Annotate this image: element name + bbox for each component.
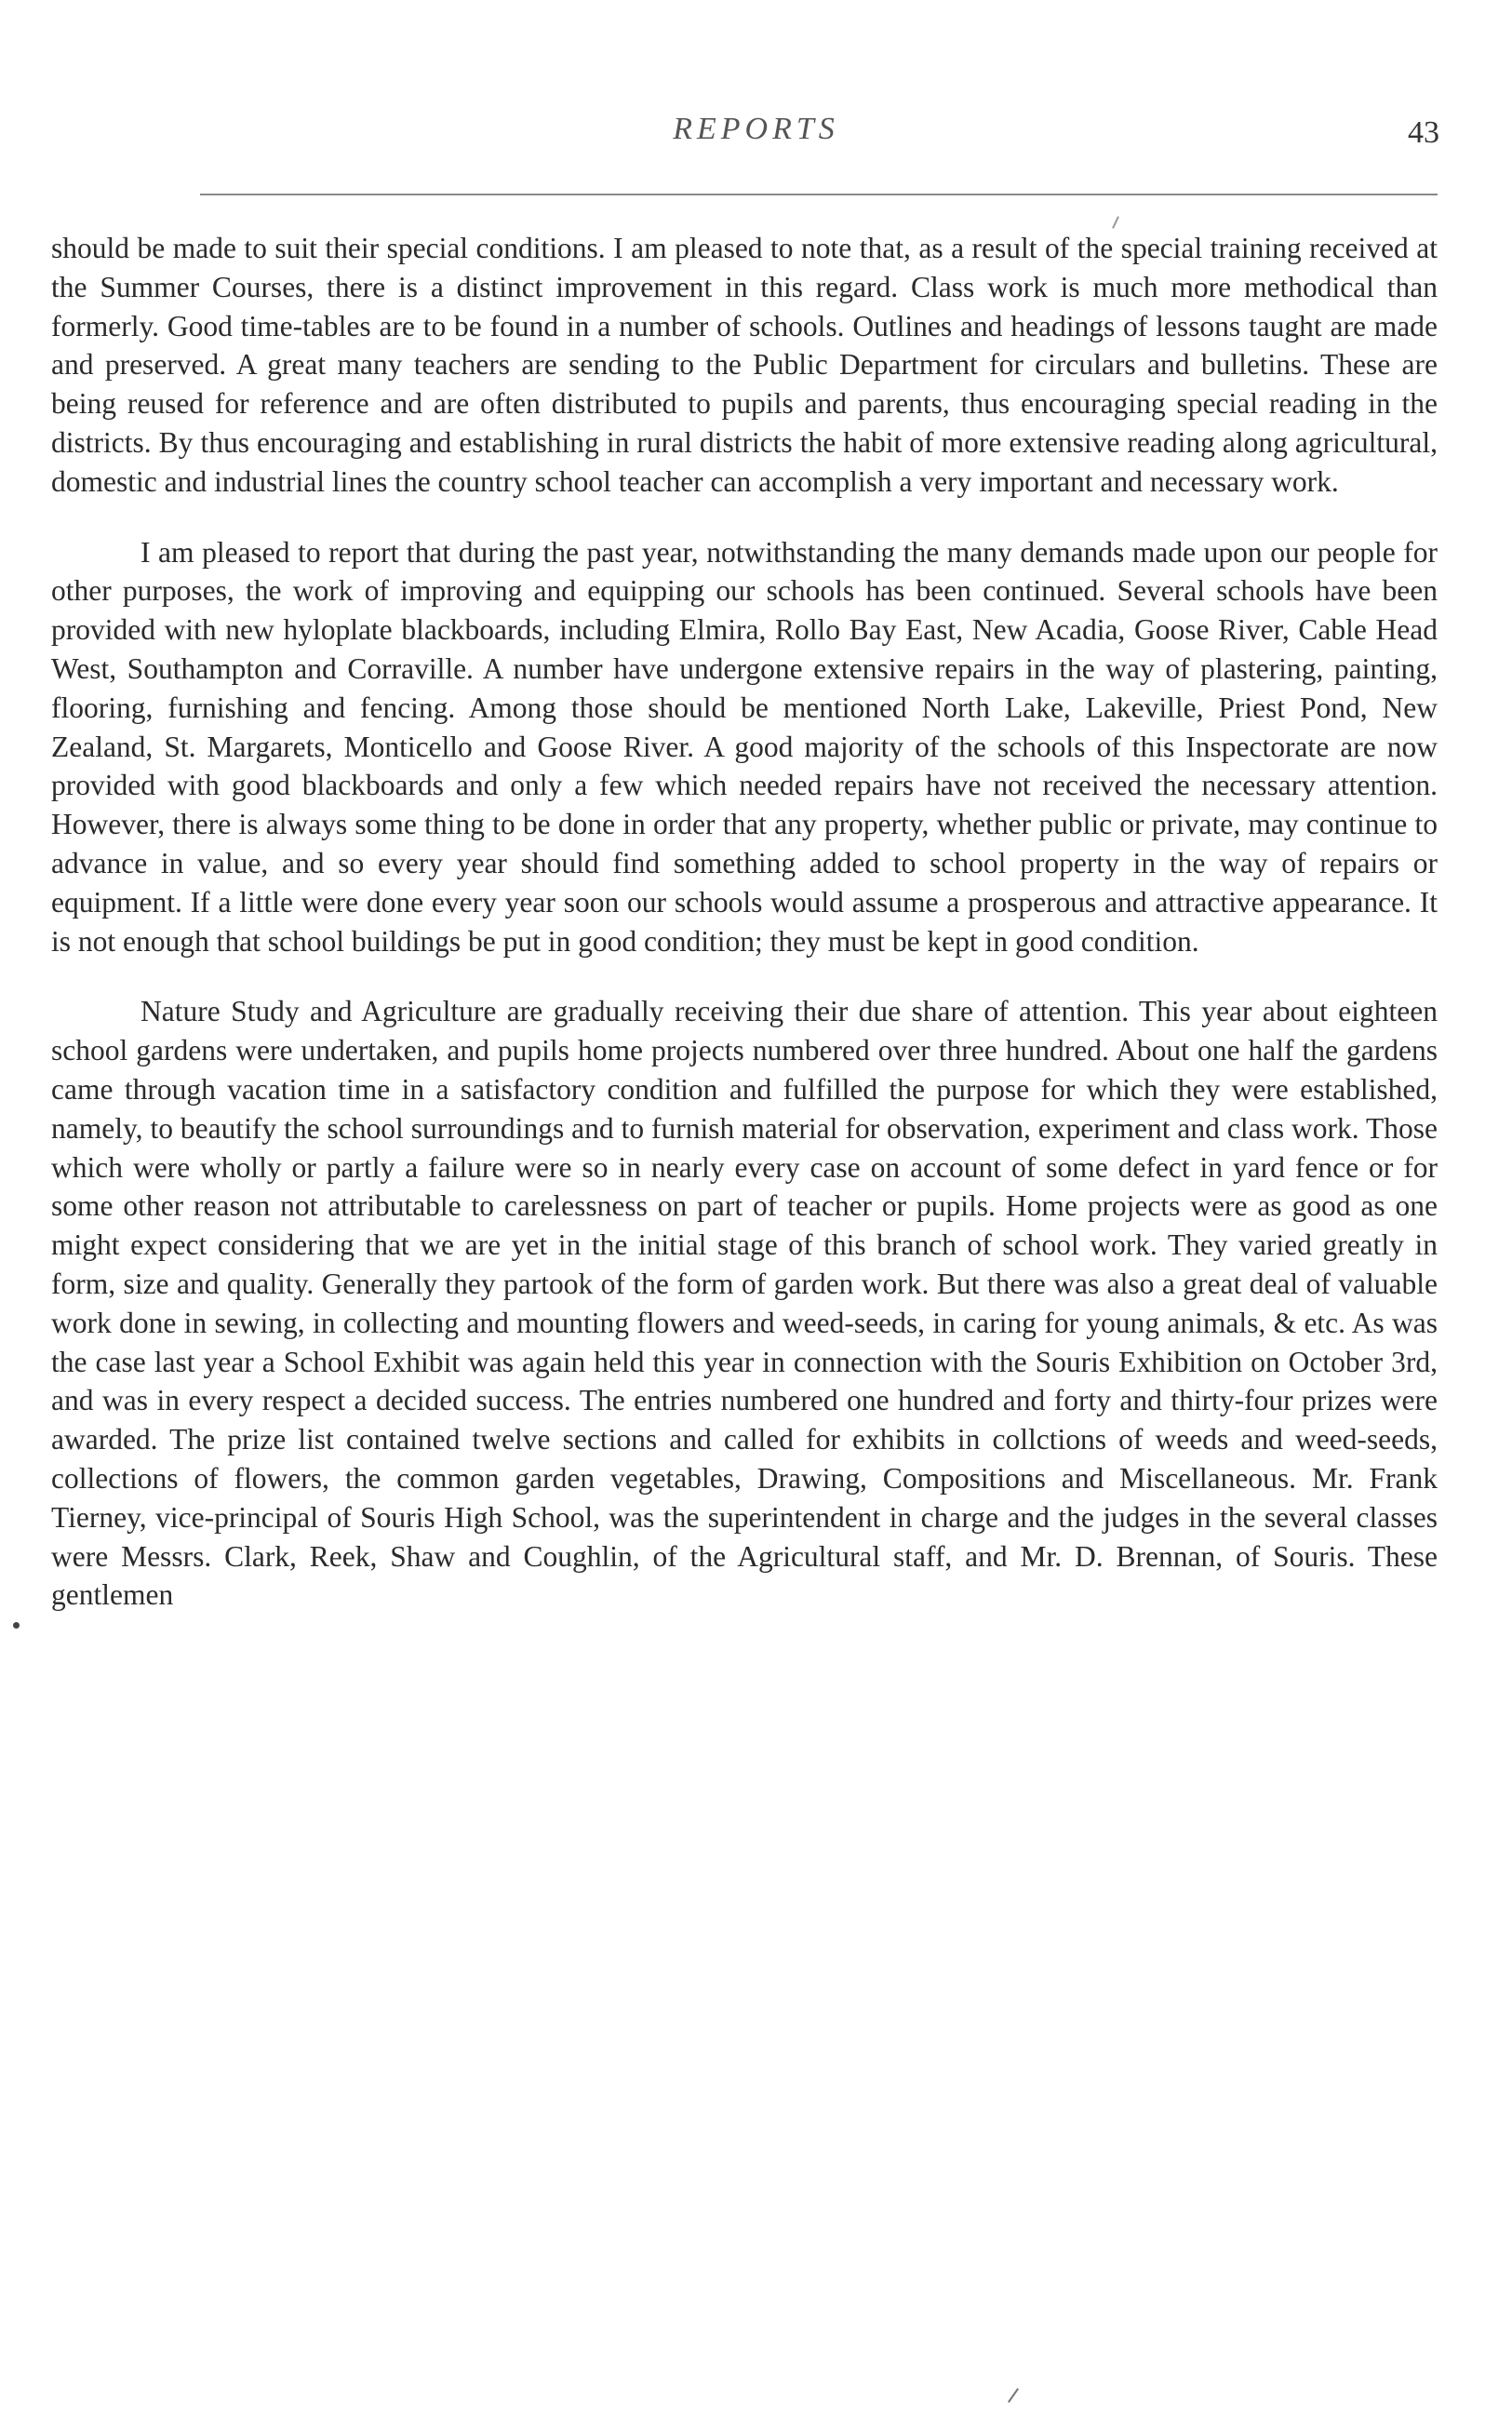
body-text [51, 229, 1438, 1646]
stray-mark-bottom [1008, 2388, 1019, 2403]
paragraph-2: I am pleased to report that during the past year, notwithstanding the many demands made upon our people for other purposes, the work of improving and equipping our schools has been continued. Several schools have been provided with new hyloplate blackboards, including Elmira, Rollo Bay East, New Acadia, Goose River, Cable Head West, Southampton and Corraville. A number have undergone extensive repairs in the way of plastering, painting, flooring, furnishing and fencing. Among those should be mentioned North Lake, Lakeville, Priest Pond, New Zealand, St. Margarets, Monticello and Goose River. A good majority of the schools of this Inspectorate are now provided with good blackboards and only a few which needed repairs have not received the necessary attention. However, there is always some thing to be done in order that any property, whether public or private, may continue to advance in value, and so every year should find something added to school property in the way of repairs or equipment. If a little were done every year soon our schools would assume a prosperous and attractive appearance. It is not enough that school buildings be put in good condition; they must be kept in good condition. [51, 535, 1438, 958]
paragraph-3: Nature Study and Agriculture are gradually receiving their due share of attention. This year about eighteen school gardens were undertaken, and pupils home projects numbered over three hundred. About one half the gardens came through vacation time in a satisfactory condition and fulfilled the purpose for which they were established, namely, to beautify the school surroundings and to furnish material for observation, experiment and class work. Those which were wholly or partly a failure were so in nearly every case on account of some defect in yard fence or for some other reason not attributable to carelessness on part of teacher or pupils. Home projects were as good as one might expect considering that we are yet in the initial stage of this branch of school work. They varied greatly in form, size and quality. Generally they partook of the form of garden work. But there was also a great deal of valuable work done in sewing, in collecting and mounting flowers and weed-seeds, in caring for young animals, & etc. As was the case last year a School Exhibit was again held this year in connection with the Souris Exhibition on October 3rd, and was in every respect a decided success. The entries numbered one hundred and forty and thirty-four prizes were awarded. The prize list contained twelve sections and called for exhibits in collctions of weeds and weed-seeds, collections of flowers, the common garden vegetables, Drawing, Compositions and Miscellaneous. Mr. Frank Tierney, vice-principal of Souris High School, was the superintendent in charge and the judges in the several classes were Messrs. Clark, Reek, Shaw and Coughlin, of the Agricultural staff, and Mr. D. Brennan, of Souris. These gentlemen [51, 995, 1438, 1612]
paragraph-1: should be made to suit their special conditions. I am pleased to note that, as a result of the special training received at the Summer Courses, there is a distinct improvement in this regard. Class work is much more methodical than formerly. Good time-tables are to be found in a number of schools. Outlines and headings of lessons taught are made and preserved. A great many teachers are sending to the Public Department for circulars and bulletins. These are being reused for reference and are often distributed to pupils and parents, thus encouraging special reading in the districts. By thus encouraging and establishing in rural districts the habit of more extensive reading along agricultural, domestic and industrial lines the country school teacher can accomplish a very important and necessary work. [51, 232, 1438, 498]
running-header [0, 112, 1512, 177]
margin-dot [13, 1622, 20, 1629]
running-title: REPORTS [673, 112, 839, 146]
header-rule [200, 194, 1438, 195]
stray-mark [1112, 216, 1119, 229]
page-number: 43 [1408, 115, 1439, 150]
